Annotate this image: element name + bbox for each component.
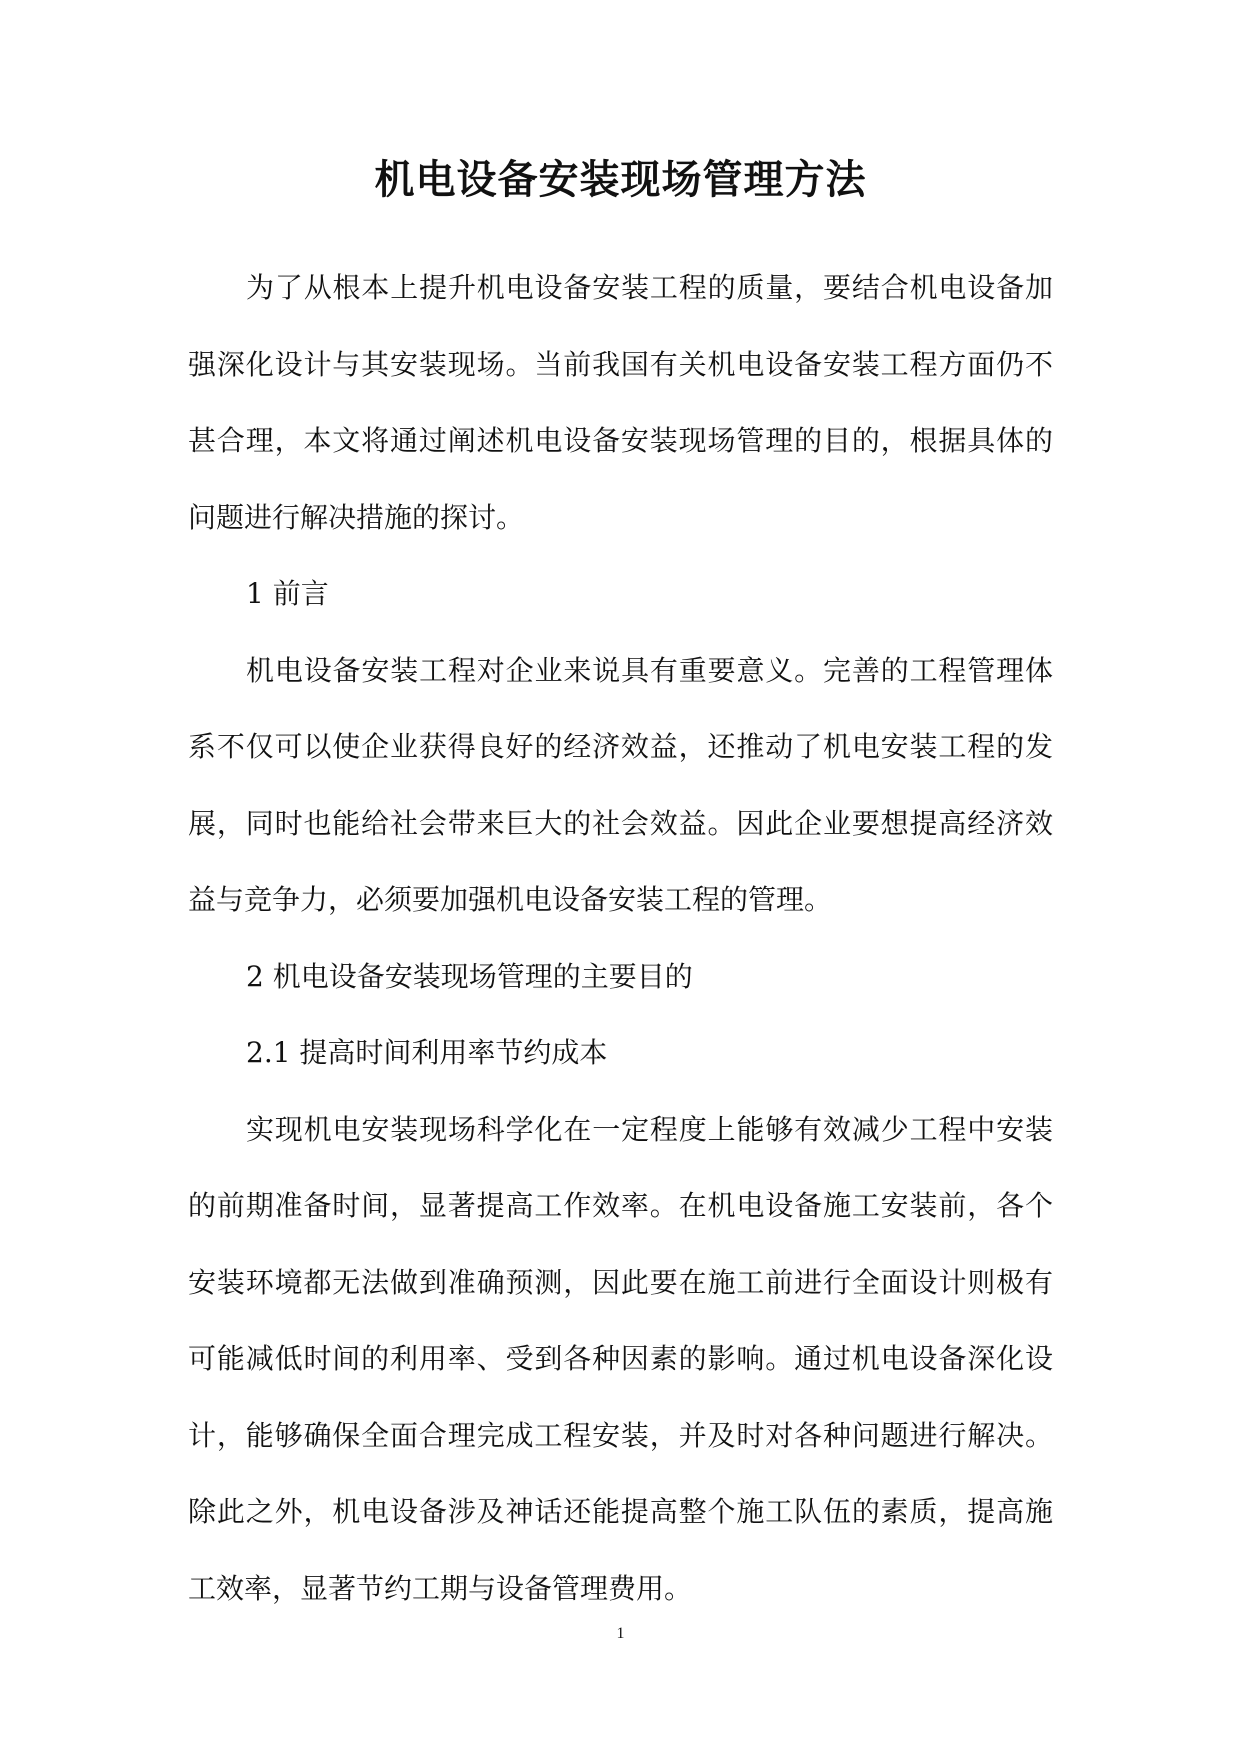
paragraph-time-utilization: 实现机电安装现场科学化在一定程度上能够有效减少工程中安装的前期准备时间，显著提高工作效率。在机电设备施工安装前，各个安装环境都无法做到准确预测，因此要在施工前进行全面设计则极有可能减低时间的利用率、受到各种因素的影响。通过机电设备深化设计，能够确保全面合理完成工程安装，并及时对各种问题进行解决。除此之外，机电设备涉及神话还能提高整个施工队伍的素质，提高施工效率，显著节约工期与设备管理费用。: [188, 1112, 1053, 1605]
section-heading-preface: 1 前言: [246, 577, 329, 610]
subsection-heading-time-utilization: 2.1 提高时间利用率节约成本: [246, 1036, 608, 1069]
paragraph-preface: 机电设备安装工程对企业来说具有重要意义。完善的工程管理体系不仅可以使企业获得良好的经济效益，还推动了机电安装工程的发展，同时也能给社会带来巨大的社会效益。因此企业要想提高经济效益与竞争力，必须要加强机电设备安装工程的管理。: [188, 653, 1053, 916]
page-number: 1: [616, 1625, 625, 1642]
section-heading-main-purpose: 2 机电设备安装现场管理的主要目的: [246, 959, 693, 993]
document-title: 机电设备安装现场管理方法: [374, 156, 867, 203]
document-body: [188, 250, 1053, 1627]
paragraph-intro: 为了从根本上提升机电设备安装工程的质量，要结合机电设备加强深化设计与其安装现场。当前我国有关机电设备安装工程方面仍不甚合理，本文将通过阐述机电设备安装现场管理的目的，根据具体的问题进行解决措施的探讨。: [188, 271, 1053, 534]
